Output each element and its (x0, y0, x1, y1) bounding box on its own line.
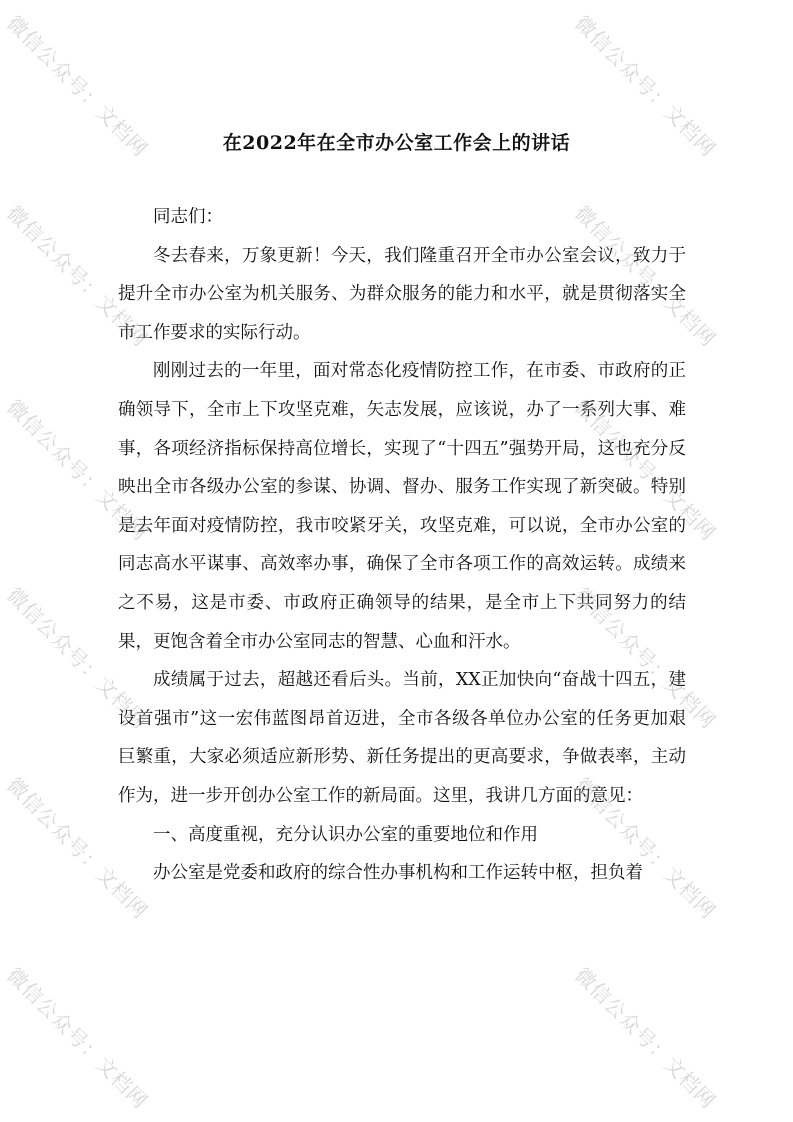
watermark-text: 微信公众号：文档网 (2, 394, 153, 546)
paragraph-2: 刚刚过去的一年里，面对常态化疫情防控工作，在市委、市政府的正确领导下，全市上下攻坚克难，矢志发展，应该说，办了一系列大事、难事，各项经济指标保持高位增长，实现了“十四五”强势开局，这也充分反映出全市各级办公室的参谋、协调、督办、服务工作实现了新突破。特别是去年面对疫情防控，我市咬紧牙关，攻坚克难，可以说，全市办公室的同志高水平谋事、高效率办事，确保了全市各项工作的高效运转。成绩来之不易，这是市委、市政府正确领导的结果，是全市上下共同努力的结果，更饱含着全市办公室同志的智慧、心血和汗水。 (118, 361, 686, 652)
watermark-text: 微信公众号：文档网 (570, 10, 721, 162)
watermark-text: 微信公众号：文档网 (570, 582, 721, 734)
watermark-text: 微信公众号：文档网 (2, 10, 153, 162)
paragraph-1: 冬去春来，万象更新！今天，我们隆重召开全市办公室会议，致力于提升全市办公室为机关服务、为群众服务的能力和水平，就是贯彻落实全市工作要求的实际行动。 (118, 245, 686, 343)
watermark-text: 微信公众号：文档网 (2, 772, 153, 924)
paragraph-4: 办公室是党委和政府的综合性办事机构和工作运转中枢，担负着 (153, 863, 643, 884)
document-body (118, 198, 686, 893)
paragraph-3: 成绩属于过去，超越还看后头。当前，XX正加快向“奋战十四五，建设首强市”这一宏伟蓝图昂首迈进，全市各级各单位办公室的任务更加艰巨繁重，大家必须适应新形势、新任务提出的更高要求，争做表率，主动作为，进一步开创办公室工作的新局面。这里，我讲几方面的意见： (118, 670, 686, 806)
paragraph-greeting: 同志们： (153, 207, 223, 227)
watermark-text: 微信公众号：文档网 (570, 394, 721, 546)
watermark-text: 微信公众号：文档网 (2, 582, 153, 734)
watermark-text: 微信公众号：文档网 (570, 772, 721, 924)
watermark-text: 微信公众号：文档网 (2, 200, 153, 352)
watermark-text: 微信公众号：文档网 (570, 200, 721, 352)
section-heading-1: 一、高度重视，充分认识办公室的重要地位和作用 (153, 824, 538, 845)
watermark-text: 微信公众号：文档网 (570, 962, 721, 1114)
watermark-text: 微信公众号：文档网 (2, 962, 153, 1114)
document-title: 在2022年在全市办公室工作会上的讲话 (222, 132, 571, 154)
